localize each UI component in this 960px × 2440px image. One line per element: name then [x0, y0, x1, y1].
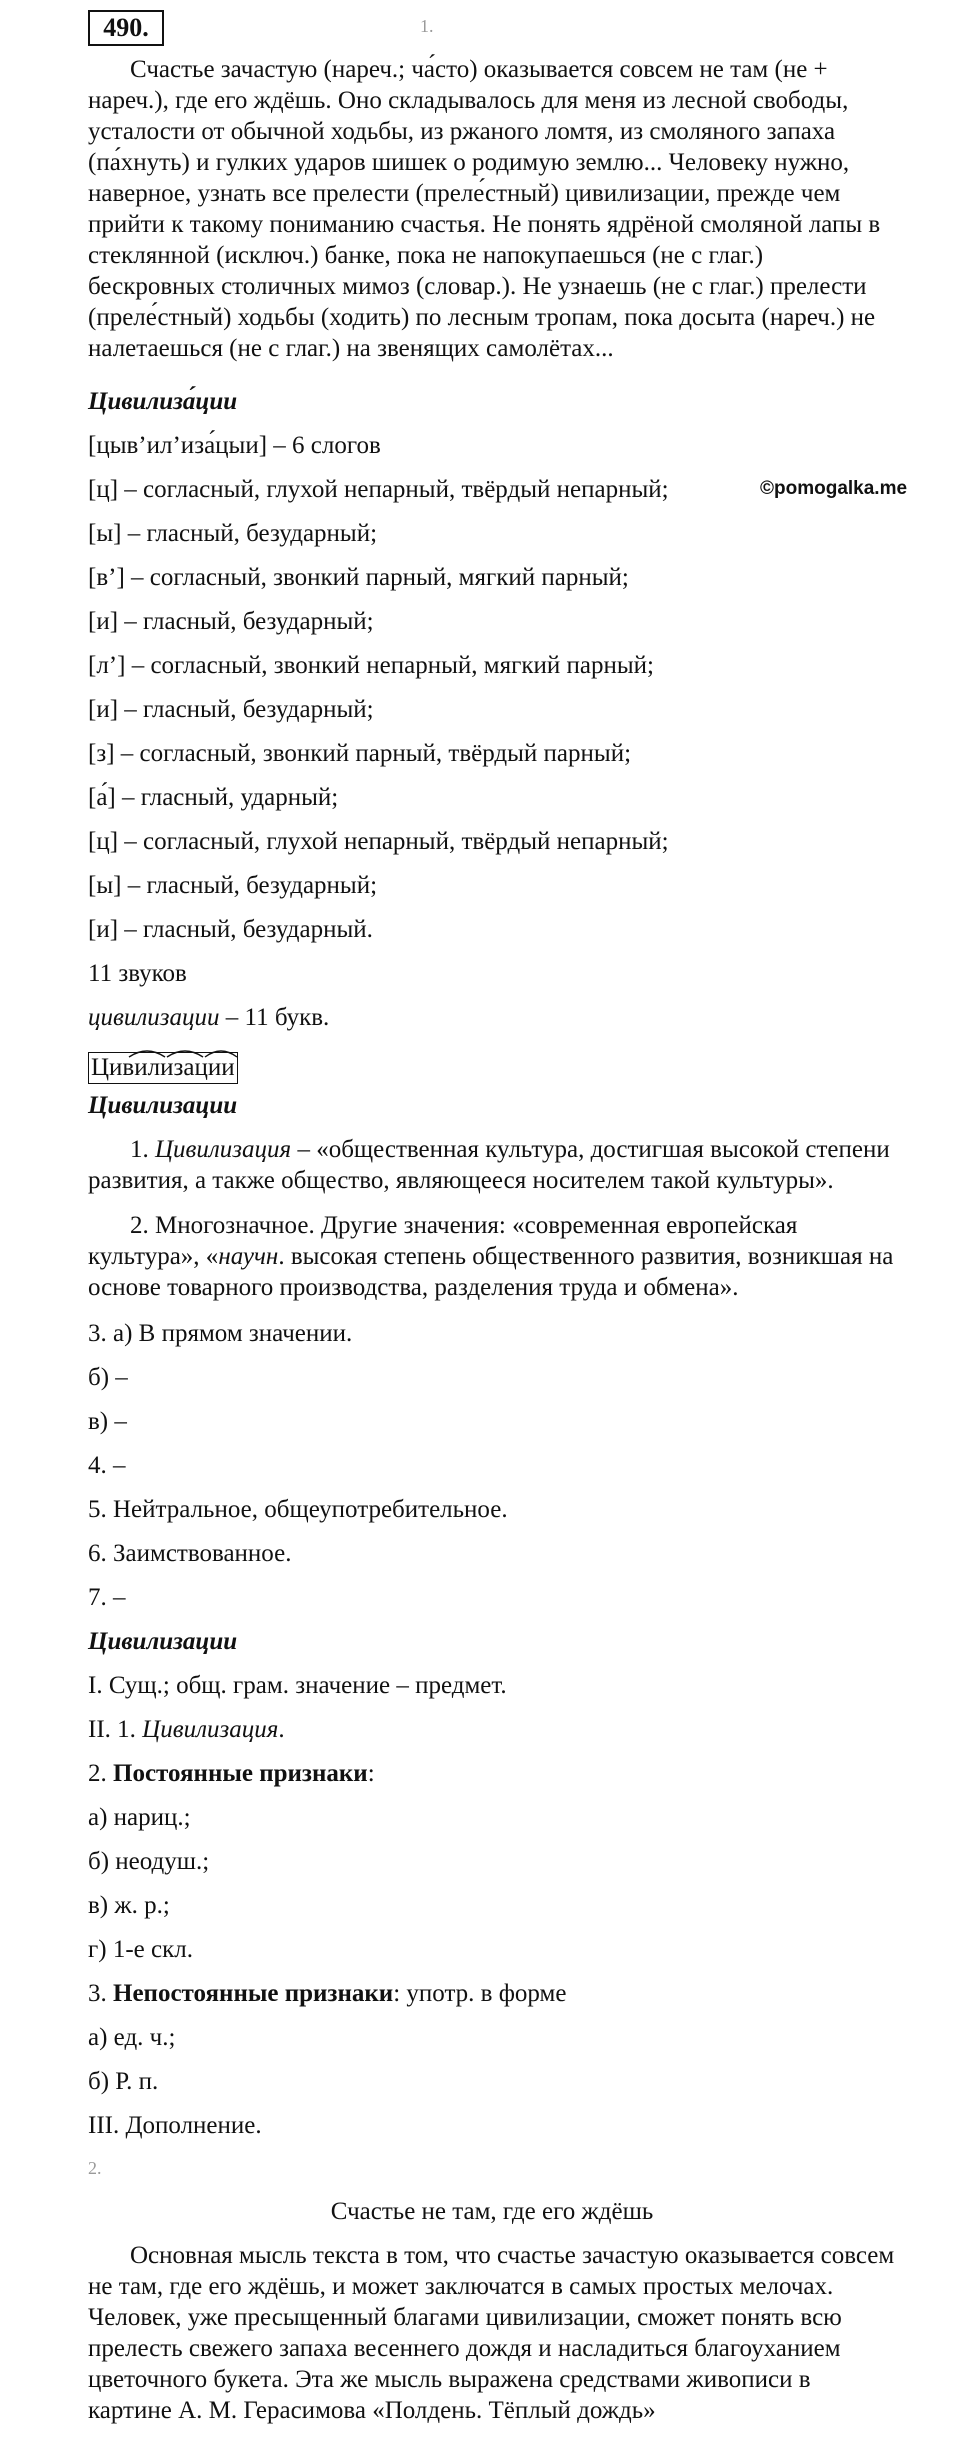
watermark: ©pomogalka.me [760, 478, 908, 499]
sound-line: [а́] – гласный, ударный; [88, 784, 339, 811]
sound-line: [ц] – согласный, глухой непарный, твёрдый непарный; [88, 476, 669, 503]
morph-item: в) ж. р.; [88, 1892, 170, 1919]
lexical-term: Цивилизация [155, 1136, 292, 1163]
section-mark-2: 2. [88, 2158, 102, 2178]
task-number: 490. [88, 10, 164, 46]
sound-line: [з] – согласный, звонкий парный, твёрдый парный; [88, 740, 632, 767]
morph-item: а) ед. ч.; [88, 2024, 176, 2051]
morph-item: III. Дополнение. [88, 2112, 262, 2139]
morph-nonconst-heading: 3. Непостоянные признаки: употр. в форме [88, 1980, 567, 2007]
lexical-item: 5. Нейтральное, общеупотребительное. [88, 1496, 508, 1523]
sound-line: [в’] – согласный, звонкий парный, мягкий парный; [88, 564, 629, 591]
sound-line: [ы] – гласный, безударный; [88, 872, 378, 899]
letters-word: цивилизации [88, 1004, 220, 1031]
morph-const-heading: 2. Постоянные признаки: [88, 1760, 375, 1787]
lexical-item: 4. – [88, 1452, 126, 1479]
morph-heading: Цивилизации [88, 1628, 238, 1655]
sound-line: [л’] – согласный, звонкий непарный, мягкий парный; [88, 652, 655, 679]
morphemic-word: Цивилизации [88, 1052, 238, 1084]
essay-text: Основная мысль текста в том, что счастье зачастую оказывается совсем не там, где его ждёшь, и может заключатся в самых простых мелочах. Человек, уже пресыщенный благами цивилизации, сможет понять всю прелесть свежего запаха весеннего дождя и насладиться благоуханием цветочного букета. Эта же мысль выражена средствами живописи в картине А. М. Герасимова «Полдень. Тёплый дождь» [88, 2242, 895, 2424]
letters-count: – 11 букв. [219, 1004, 330, 1031]
lexical-item-1: 1. Цивилизация – «общественная культура, достигшая высокой степени развития, а также общество, являющееся носителем такой культуры». [88, 1136, 890, 1194]
morph-item: б) Р. п. [88, 2068, 159, 2095]
morph-item: б) неодуш.; [88, 1848, 210, 1875]
lexical-item: 6. Заимствованное. [88, 1540, 292, 1567]
sound-line: [и] – гласный, безударный. [88, 916, 373, 943]
phonetic-heading: Цивилиза́ции [88, 388, 238, 415]
morph-item: г) 1-е скл. [88, 1936, 193, 1963]
sound-line: [и] – гласный, безударный; [88, 608, 374, 635]
lexical-item: б) – [88, 1364, 128, 1391]
lexical-item: 3. а) В прямом значении. [88, 1320, 353, 1347]
morph-item: а) нариц.; [88, 1804, 191, 1831]
main-text: Счастье зачастую (нареч.; ча́сто) оказывается совсем не там (не + нареч.), где его ждёшь. Оно складывалось для меня из лесной свободы, усталости от обычной ходьбы, из ржаного ломтя, из смоляного запаха (па́хнуть) и гулких ударов шишек о родимую землю... Человеку нужно, наверное, узнать все прелести (преле́стный) цивилизации, прежде чем прийти к такому пониманию счастья. Не понять ядрёной смоляной лапы в стеклянной (исключ.) банке, пока не напокупаешься (не с глаг.) бескровных столичных мимоз (словар.). Не узнаешь (не с глаг.) прелести (преле́стный) ходьбы (ходить) по лесным тропам, пока досыта (нареч.) не налетаешься (не с глаг.) на звенящих самолётах... [88, 56, 881, 362]
morph-line: II. 1. Цивилизация. [88, 1716, 285, 1743]
morph-line: I. Сущ.; общ. грам. значение – предмет. [88, 1672, 507, 1699]
sounds-count: 11 звуков [88, 960, 187, 987]
lexical-item: в) – [88, 1408, 127, 1435]
letters-count-line [88, 1002, 896, 1033]
lexical-heading: Цивилизации [88, 1092, 238, 1119]
morpheme-arcs [89, 1045, 259, 1059]
phonetic-transcription: [цыв’ил’иза́цыи] – 6 слогов [88, 432, 381, 459]
sound-line: [ц] – согласный, глухой непарный, твёрдый непарный; [88, 828, 669, 855]
section-mark-1: 1. [420, 16, 434, 36]
sound-line: [и] – гласный, безударный; [88, 696, 374, 723]
lexical-item-2: 2. Многозначное. Другие значения: «современная европейская культура», «научн. высокая степень общественного развития, возникшая на основе товарного производства, разделения труда и обмена». [88, 1212, 894, 1301]
lexical-item: 7. – [88, 1584, 126, 1611]
sound-line: [ы] – гласный, безударный; [88, 520, 378, 547]
essay-title: Счастье не там, где его ждёшь [330, 2198, 654, 2225]
